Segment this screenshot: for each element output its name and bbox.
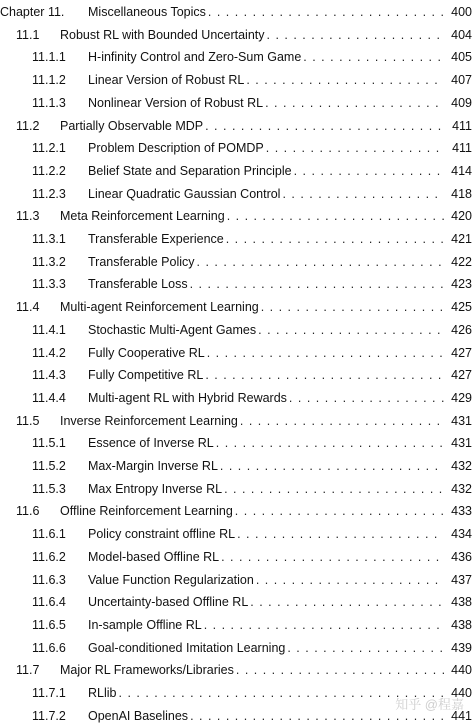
toc-entry-title-leader [88,364,444,386]
toc-entry-page-number: 421 [451,232,472,246]
toc-entry-page-number: 426 [451,322,472,337]
dot-leader [282,183,444,205]
dot-leader [246,69,444,91]
toc-entry-title-leader [88,478,444,500]
toc-entry-number: 11.4.3 [32,368,66,383]
toc-entry-title: Goal-conditioned Imitation Learning [88,640,286,655]
toc-entry-title-leader [60,115,444,137]
toc-entry-title: Transferable Policy [88,254,195,269]
toc-entry-number: 11.7 [16,663,40,678]
toc-subsection-entry[interactable] [0,523,474,545]
toc-section-entry[interactable] [0,115,474,137]
dot-leader [224,478,444,500]
toc-entry-page-number: 429 [451,390,472,405]
toc-entry-title: Nonlinear Version of Robust RL [88,95,264,110]
toc-subsection-entry[interactable] [0,364,474,386]
toc-section-entry[interactable] [0,500,474,522]
toc-subsection-entry[interactable] [0,387,474,409]
toc-entry-title: H-infinity Control and Zero-Sum Game [88,50,302,65]
toc-entry-page-number: 439 [451,640,472,655]
toc-entry-number: 11.6 [16,504,40,519]
toc-entry-number: 11.6.6 [32,640,66,655]
dot-leader [205,115,444,137]
toc-entry-page-number: 437 [451,572,472,587]
toc-entry-page-number: 420 [451,209,472,224]
dot-leader [207,342,444,364]
toc-entry-title-leader [88,160,444,182]
dot-leader [204,614,444,636]
toc-entry-title-leader [88,637,444,659]
toc-entry-title: Transferable Experience [88,232,224,246]
dot-leader [221,546,444,568]
toc-entry-number: 11.6.5 [32,617,66,632]
toc-entry-title-leader [60,500,444,522]
toc-entry-page-number: 411 [452,118,472,133]
toc-entry-title: In-sample Offline RL [88,617,202,632]
toc-entry-number: 11.2.2 [32,163,66,178]
toc-subsection-entry[interactable] [0,637,474,659]
toc-entry-number: 11.4.2 [32,345,66,360]
toc-section-entry[interactable] [0,205,474,227]
dot-leader [303,46,444,68]
toc-entry-title: Essence of Inverse RL [88,436,214,451]
toc-entry-number: 11.1.2 [32,73,66,88]
toc-entry-title-leader [88,69,444,91]
toc-entry-title: Miscellaneous Topics [88,5,206,19]
dot-leader [294,160,444,182]
toc-entry-number: 11.1.1 [32,50,66,65]
toc-entry-title-leader [60,296,444,318]
toc-entry-title: Linear Quadratic Gaussian Control [88,186,281,201]
toc-entry-number: 11.5 [16,413,40,428]
toc-entry-title-leader [88,1,444,23]
dot-leader [237,523,444,545]
toc-entry-title: Robust RL with Bounded Uncertainty [60,27,265,42]
toc-entry-page-number: 438 [451,595,472,610]
toc-subsection-entry[interactable] [0,546,474,568]
toc-entry-number: Chapter 11. [0,5,65,19]
toc-entry-page-number: 409 [451,95,472,110]
toc-entry-title: Multi-agent RL with Hybrid Rewards [88,390,287,405]
dot-leader [289,387,444,409]
toc-entry-page-number: 405 [451,50,472,65]
toc-entry-number: 11.3.1 [32,232,66,246]
toc-subsection-entry[interactable] [0,92,474,114]
dot-leader [227,205,444,227]
dot-leader [261,296,444,318]
toc-entry-number: 11.5.2 [32,459,66,473]
toc-entry-number: 11.7.2 [32,708,66,723]
toc-subsection-entry[interactable] [0,478,474,500]
toc-subsection-entry[interactable] [0,432,474,454]
toc-entry-title: RLlib [88,686,117,700]
toc-entry-title: Stochastic Multi-Agent Games [88,322,257,337]
toc-entry-number: 11.5.1 [32,436,66,451]
toc-entry-title-leader [88,137,444,159]
toc-entry-title-leader [88,569,444,591]
toc-entry-number: 11.7.1 [32,686,66,700]
toc-entry-number: 11.3 [16,209,40,224]
toc-entry-page-number: 431 [451,436,472,451]
toc-entry-title: Transferable Loss [88,277,188,292]
toc-entry-page-number: 438 [451,617,472,632]
toc-entry-number: 11.6.4 [32,595,66,610]
toc-entry-title-leader [88,455,444,477]
toc-entry-title: Uncertainty-based Offline RL [88,595,249,610]
dot-leader [236,659,444,681]
toc-entry-title: Multi-agent Reinforcement Learning [60,300,259,315]
toc-entry-title-leader [88,273,444,295]
toc-entry-title: Offline Reinforcement Learning [60,504,233,519]
toc-entry-title-leader [88,319,444,341]
toc-entry-title: Problem Description of POMDP [88,141,264,156]
dot-leader [240,410,444,432]
toc-entry-title-leader [88,546,444,568]
dot-leader [197,251,444,273]
toc-entry-page-number: 440 [451,686,472,700]
watermark: 知乎 @程嘉 [395,697,464,712]
toc-entry-title: Fully Cooperative RL [88,345,205,360]
toc-entry-title: Model-based Offline RL [88,549,220,564]
toc-entry-title-leader [88,614,444,636]
toc-entry-number: 11.1.3 [32,95,66,110]
toc-entry-page-number: 427 [451,345,472,360]
toc-subsection-entry[interactable] [0,455,474,477]
toc-section-entry[interactable] [0,410,474,432]
toc-entry-title: Inverse Reinforcement Learning [60,413,238,428]
toc-entry-page-number: 418 [451,186,472,201]
toc-entry-title: Meta Reinforcement Learning [60,209,225,224]
toc-subsection-entry[interactable] [0,228,474,250]
dot-leader [220,455,444,477]
toc-entry-title-leader [88,682,444,704]
dot-leader [208,1,444,23]
toc-entry-number: 11.2.3 [32,186,66,201]
toc-subsection-entry[interactable] [0,137,474,159]
toc-entry-number: 11.1 [16,27,40,42]
toc-entry-number: 11.2 [16,118,40,133]
toc-section-entry[interactable] [0,24,474,46]
toc-entry-title-leader [88,342,444,364]
toc-entry-number: 11.6.2 [32,549,66,564]
toc-entry-page-number: 422 [451,254,472,269]
dot-leader [190,273,444,295]
dot-leader [235,500,444,522]
dot-leader [216,432,444,454]
toc-entry-page-number: 436 [451,549,472,564]
toc-subsection-entry[interactable] [0,46,474,68]
toc-entry-title: OpenAI Baselines [88,708,189,723]
toc-entry-number: 11.2.1 [32,141,66,156]
toc-entry-title: Fully Competitive RL [88,368,204,383]
toc-subsection-entry[interactable] [0,591,474,613]
dot-leader [266,137,444,159]
toc-section-entry[interactable] [0,296,474,318]
toc-subsection-entry[interactable] [0,614,474,636]
toc-subsection-entry[interactable] [0,160,474,182]
toc-subsection-entry[interactable] [0,273,474,295]
dot-leader [226,228,444,250]
toc-entry-title-leader [88,228,444,250]
toc-entry-number: 11.5.3 [32,481,66,496]
toc-entry-title-leader [60,410,444,432]
toc-entry-page-number: 427 [451,368,472,383]
toc-entry-title-leader [88,523,444,545]
toc-subsection-entry[interactable] [0,319,474,341]
toc-entry-page-number: 411 [452,141,472,156]
toc-entry-title-leader [88,92,444,114]
toc-subsection-entry[interactable] [0,251,474,273]
toc-entry-title-leader [88,705,444,727]
toc-entry-title-leader [88,387,444,409]
dot-leader [256,569,444,591]
toc-subsection-entry[interactable] [0,342,474,364]
toc-entry-page-number: 431 [451,413,472,428]
toc-entry-title: Max-Margin Inverse RL [88,459,218,473]
toc-entry-page-number: 400 [451,5,472,19]
toc-entry-number: 11.4 [16,300,40,315]
toc-entry-page-number: 425 [451,300,472,315]
toc-chapter-entry[interactable] [0,1,474,23]
toc-entry-number: 11.3.3 [32,277,66,292]
toc-subsection-entry[interactable] [0,183,474,205]
toc-entry-title: Partially Observable MDP [60,118,204,133]
dot-leader [205,364,444,386]
toc-entry-number: 11.6.3 [32,572,66,587]
toc-entry-title-leader [88,46,444,68]
toc-entry-title-leader [60,659,444,681]
toc-entry-page-number: 423 [451,277,472,292]
toc-entry-title-leader [88,251,444,273]
toc-subsection-entry[interactable] [0,69,474,91]
toc-entry-number: 11.3.2 [32,254,66,269]
dot-leader [265,92,444,114]
toc-entry-title-leader [88,432,444,454]
toc-entry-title: Max Entropy Inverse RL [88,481,223,496]
dot-leader [258,319,444,341]
toc-entry-page-number: 432 [451,481,472,496]
toc-entry-page-number: 441 [451,708,472,723]
toc-entry-page-number: 404 [451,27,472,42]
toc-entry-page-number: 440 [451,663,472,678]
toc-entry-page-number: 434 [451,527,472,542]
toc-entry-title: Value Function Regularization [88,572,254,587]
dot-leader [250,591,444,613]
toc-entry-title-leader [88,591,444,613]
toc-entry-page-number: 433 [451,504,472,519]
toc-entry-number: 11.6.1 [32,527,66,542]
toc-entry-page-number: 407 [451,73,472,88]
dot-leader [287,637,444,659]
toc-entry-title-leader [88,183,444,205]
toc-entry-page-number: 432 [451,459,472,473]
dot-leader [267,24,444,46]
toc-entry-title: Policy constraint offline RL [88,527,236,542]
toc-entry-title: Linear Version of Robust RL [88,73,245,88]
toc-entry-number: 11.4.4 [32,390,66,405]
toc-entry-title-leader [60,205,444,227]
toc-section-entry[interactable] [0,659,474,681]
toc-entry-number: 11.4.1 [32,322,66,337]
toc-entry-title-leader [60,24,444,46]
toc-entry-page-number: 414 [451,163,472,178]
toc-entry-title: Major RL Frameworks/Libraries [60,663,234,678]
toc-entry-title: Belief State and Separation Principle [88,163,292,178]
toc-subsection-entry[interactable] [0,569,474,591]
